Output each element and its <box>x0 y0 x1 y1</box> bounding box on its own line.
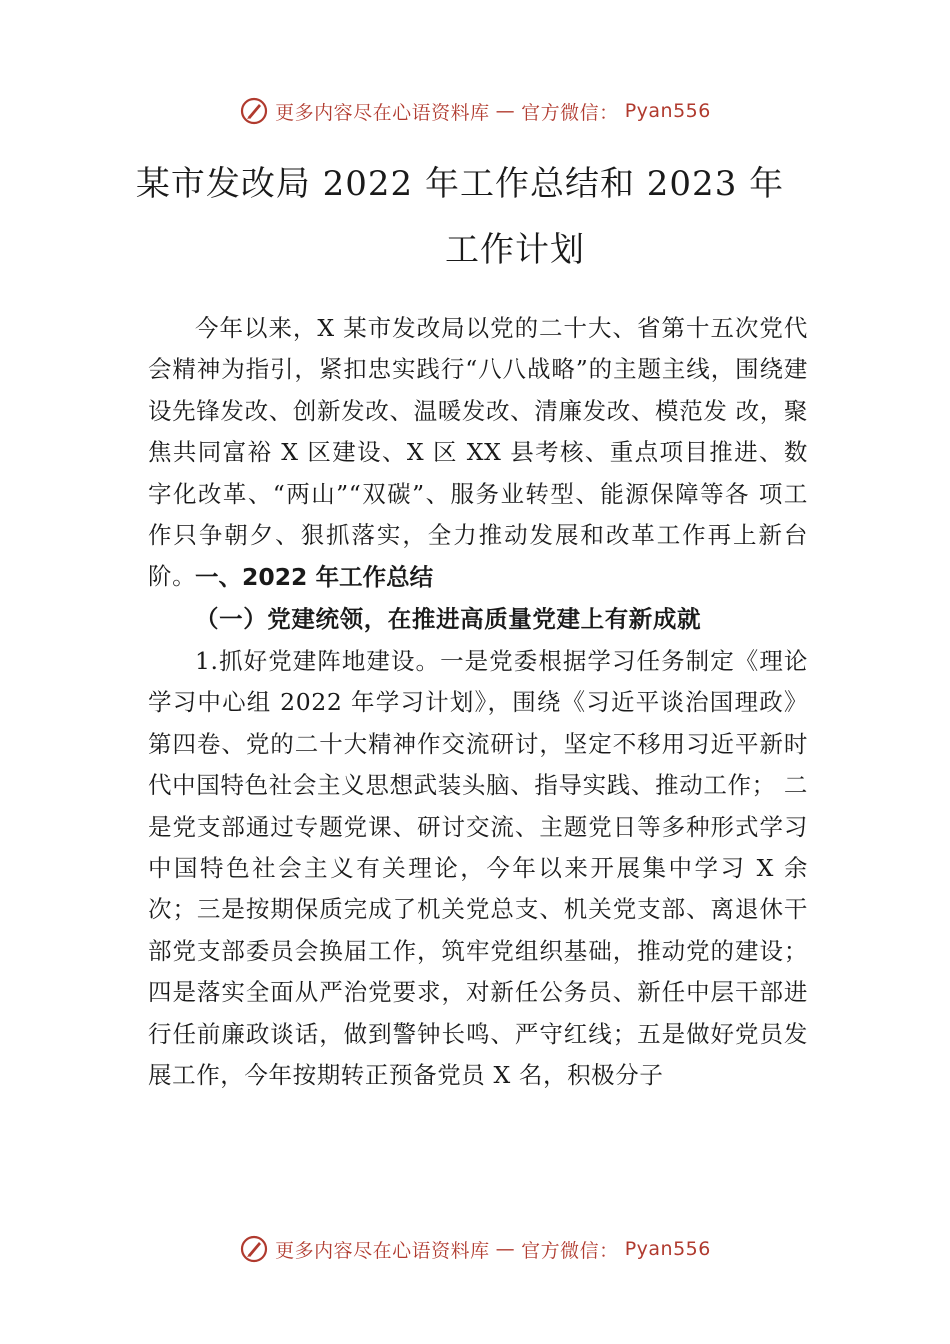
document-title-line1: 某市发改局 2022 年工作总结和 2023 年 <box>135 164 785 204</box>
watermark-wechat-label: 官方微信： <box>521 101 619 124</box>
watermark-header <box>0 96 950 126</box>
watermark-text: 更多内容尽在心语资料库 <box>275 101 490 124</box>
watermark-wechat-id: Pyan556 <box>624 1238 711 1260</box>
intro-paragraph: 今年以来，X 某市发改局以党的二十大、省第十五次党代会精神为指引，紧扣忠实践行“八八战略”的主题主线，围绕建设先锋发改、创新发改、温暖发改、清廉发改、模范发 改，聚焦共同富裕 X 区建设、X 区 XX 县考核、重点项目推进、数字化改革、“两山”“双碳”、服务业转型、能源保障等各 项工作只争朝夕、狠抓落实，全力推动发展和改革工作再上新台阶。 <box>148 314 808 591</box>
watermark-footer <box>0 1234 950 1264</box>
watermark-separator: — <box>495 100 516 122</box>
watermark-text: 更多内容尽在心语资料库 <box>275 1239 490 1262</box>
watermark-wechat-label: 官方微信： <box>521 1239 619 1262</box>
brush-logo-icon <box>239 1234 269 1264</box>
item-paragraph: 1.抓好党建阵地建设。一是党委根据学习任务制定《理论学习中心组 2022 年学习计划》，围绕《习近平谈治国理政》第四卷、党的二十大精神作交流研讨，坚定不移用习近平新时代中国特色社会主义思想武装头脑、指导实践、推动工作； 二是党支部通过专题党课、研讨交流、主题党日等多种形式学习中国特色社会主义有关理论，今年以来开展集中学习 X 余次；三是按期保质完成了机关党总支、机关党支部、离退休干部党支部委员会换届工作，筑牢党组织基础，推动党的建设；四是落实全面从严治党要求，对新任公务员、新任中层干部进行任前廉政谈话，做到警钟长鸣、严守红线；五是做好党员发展工作，今年按期转正预备党员 X 名，积极分子 <box>148 647 808 1090</box>
document-title-line2: 工作计划 <box>445 230 585 270</box>
watermark-separator: — <box>495 1238 516 1260</box>
section-heading: 一、2022 年工作总结 <box>195 563 434 591</box>
watermark-wechat-id: Pyan556 <box>624 100 711 122</box>
brush-logo-icon <box>239 96 269 126</box>
subsection-heading: （一）党建统领，在推进高质量党建上有新成就 <box>195 605 702 633</box>
